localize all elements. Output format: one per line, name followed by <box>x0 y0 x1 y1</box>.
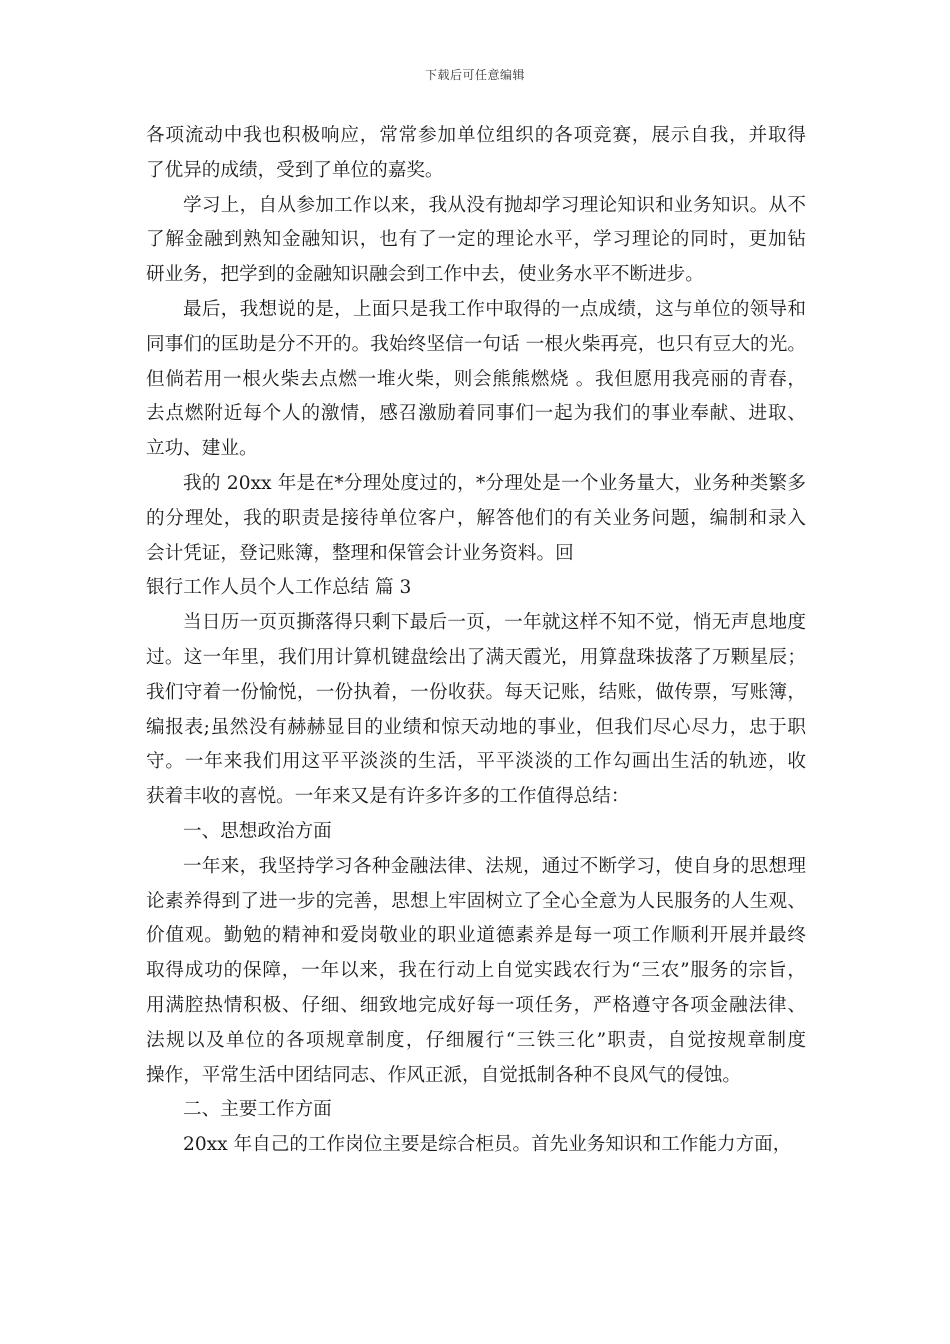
text-line: 银行工作人员个人工作总结 篇 3 <box>146 577 412 599</box>
text-line: 我们守着一份愉悦，一份执着，一份收获。每天记账，结账，做传票，写账簿， <box>146 681 806 703</box>
text-line: 的分理处，我的职责是接待单位客户，解答他们的有关业务问题，编制和录入 <box>146 507 806 529</box>
text-line: 法规以及单位的各项规章制度，仔细履行“三铁三化”职责，自觉按规章制度 <box>146 1029 806 1051</box>
text-line: 二、主要工作方面 <box>183 1099 332 1121</box>
text-line: 同事们的匡助是分不开的。我始终坚信一句话 一根火柴再亮，也只有豆大的光。 <box>146 333 806 355</box>
text-line: 一年来，我坚持学习各种金融法律、法规，通过不断学习，使自身的思想理 <box>183 855 806 877</box>
text-line: 20xx 年自己的工作岗位主要是综合柜员。首先业务知识和工作能力方面， <box>183 1134 792 1156</box>
text-line: 最后，我想说的是，上面只是我工作中取得的一点成绩，这与单位的领导和 <box>183 298 806 320</box>
text-line: 获着丰收的喜悦。一年来又是有许多许多的工作值得总结： <box>146 786 630 808</box>
text-line: 过。这一年里，我们用计算机键盘绘出了满天霞光，用算盘珠拔落了万颗星辰； <box>146 646 806 668</box>
text-line: 我的 20xx 年是在*分理处度过的，*分理处是一个业务量大，业务种类繁多 <box>183 472 806 494</box>
text-line: 各项流动中我也积极响应，常常参加单位组织的各项竞赛，展示自我，并取得 <box>146 125 806 146</box>
page-header: 下载后可任意编辑 <box>424 68 525 82</box>
text-line: 论素养得到了进一步的完善，思想上牢固树立了全心全意为人民服务的人生观、 <box>146 890 806 912</box>
text-line: 了解金融到熟知金融知识，也有了一定的理论水平，学习理论的同时，更加钻 <box>146 229 806 251</box>
text-line: 守。一年来我们用这平平淡淡的生活，平平淡淡的工作勾画出生活的轨迹，收 <box>146 751 806 773</box>
text-line: 当日历一页页撕落得只剩下最后一页，一年就这样不知不觉，悄无声息地度 <box>183 612 806 634</box>
text-line: 用满腔热情积极、仔细、细致地完成好每一项任务，严格遵守各项金融法律、 <box>146 994 806 1016</box>
text-line: 研业务，把学到的金融知识融会到工作中去，使业务水平不断进步。 <box>146 264 704 286</box>
text-line: 去点燃附近每个人的激情，感召激励着同事们一起为我们的事业奉献、进取、 <box>146 403 806 425</box>
text-line: 立功、建业。 <box>146 438 258 460</box>
text-line: 了优异的成绩，受到了单位的嘉奖。 <box>146 159 444 181</box>
text-line: 操作，平常生活中团结同志、作风正派，自觉抵制各种不良风气的侵蚀。 <box>146 1064 742 1086</box>
document-body <box>146 119 806 1163</box>
text-line: 取得成功的保障，一年以来，我在行动上自觉实践农行为“三农”服务的宗旨， <box>146 960 806 982</box>
text-line: 学习上，自从参加工作以来，我从没有抛却学习理论知识和业务知识。从不 <box>183 194 806 216</box>
text-line: 会计凭证，登记账簿，整理和保管会计业务资料。回 <box>146 542 574 564</box>
text-line: 一、思想政治方面 <box>183 820 332 842</box>
text-line: 编报表;虽然没有赫赫显目的业绩和惊天动地的事业，但我们尽心尽力，忠于职 <box>146 716 806 738</box>
text-line: 价值观。勤勉的精神和爱岗敬业的职业道德素养是每一项工作顺利开展并最终 <box>146 925 806 947</box>
text-line: 但倘若用一根火柴去点燃一堆火柴，则会熊熊燃烧 。我但愿用我亮丽的青春， <box>146 368 806 390</box>
